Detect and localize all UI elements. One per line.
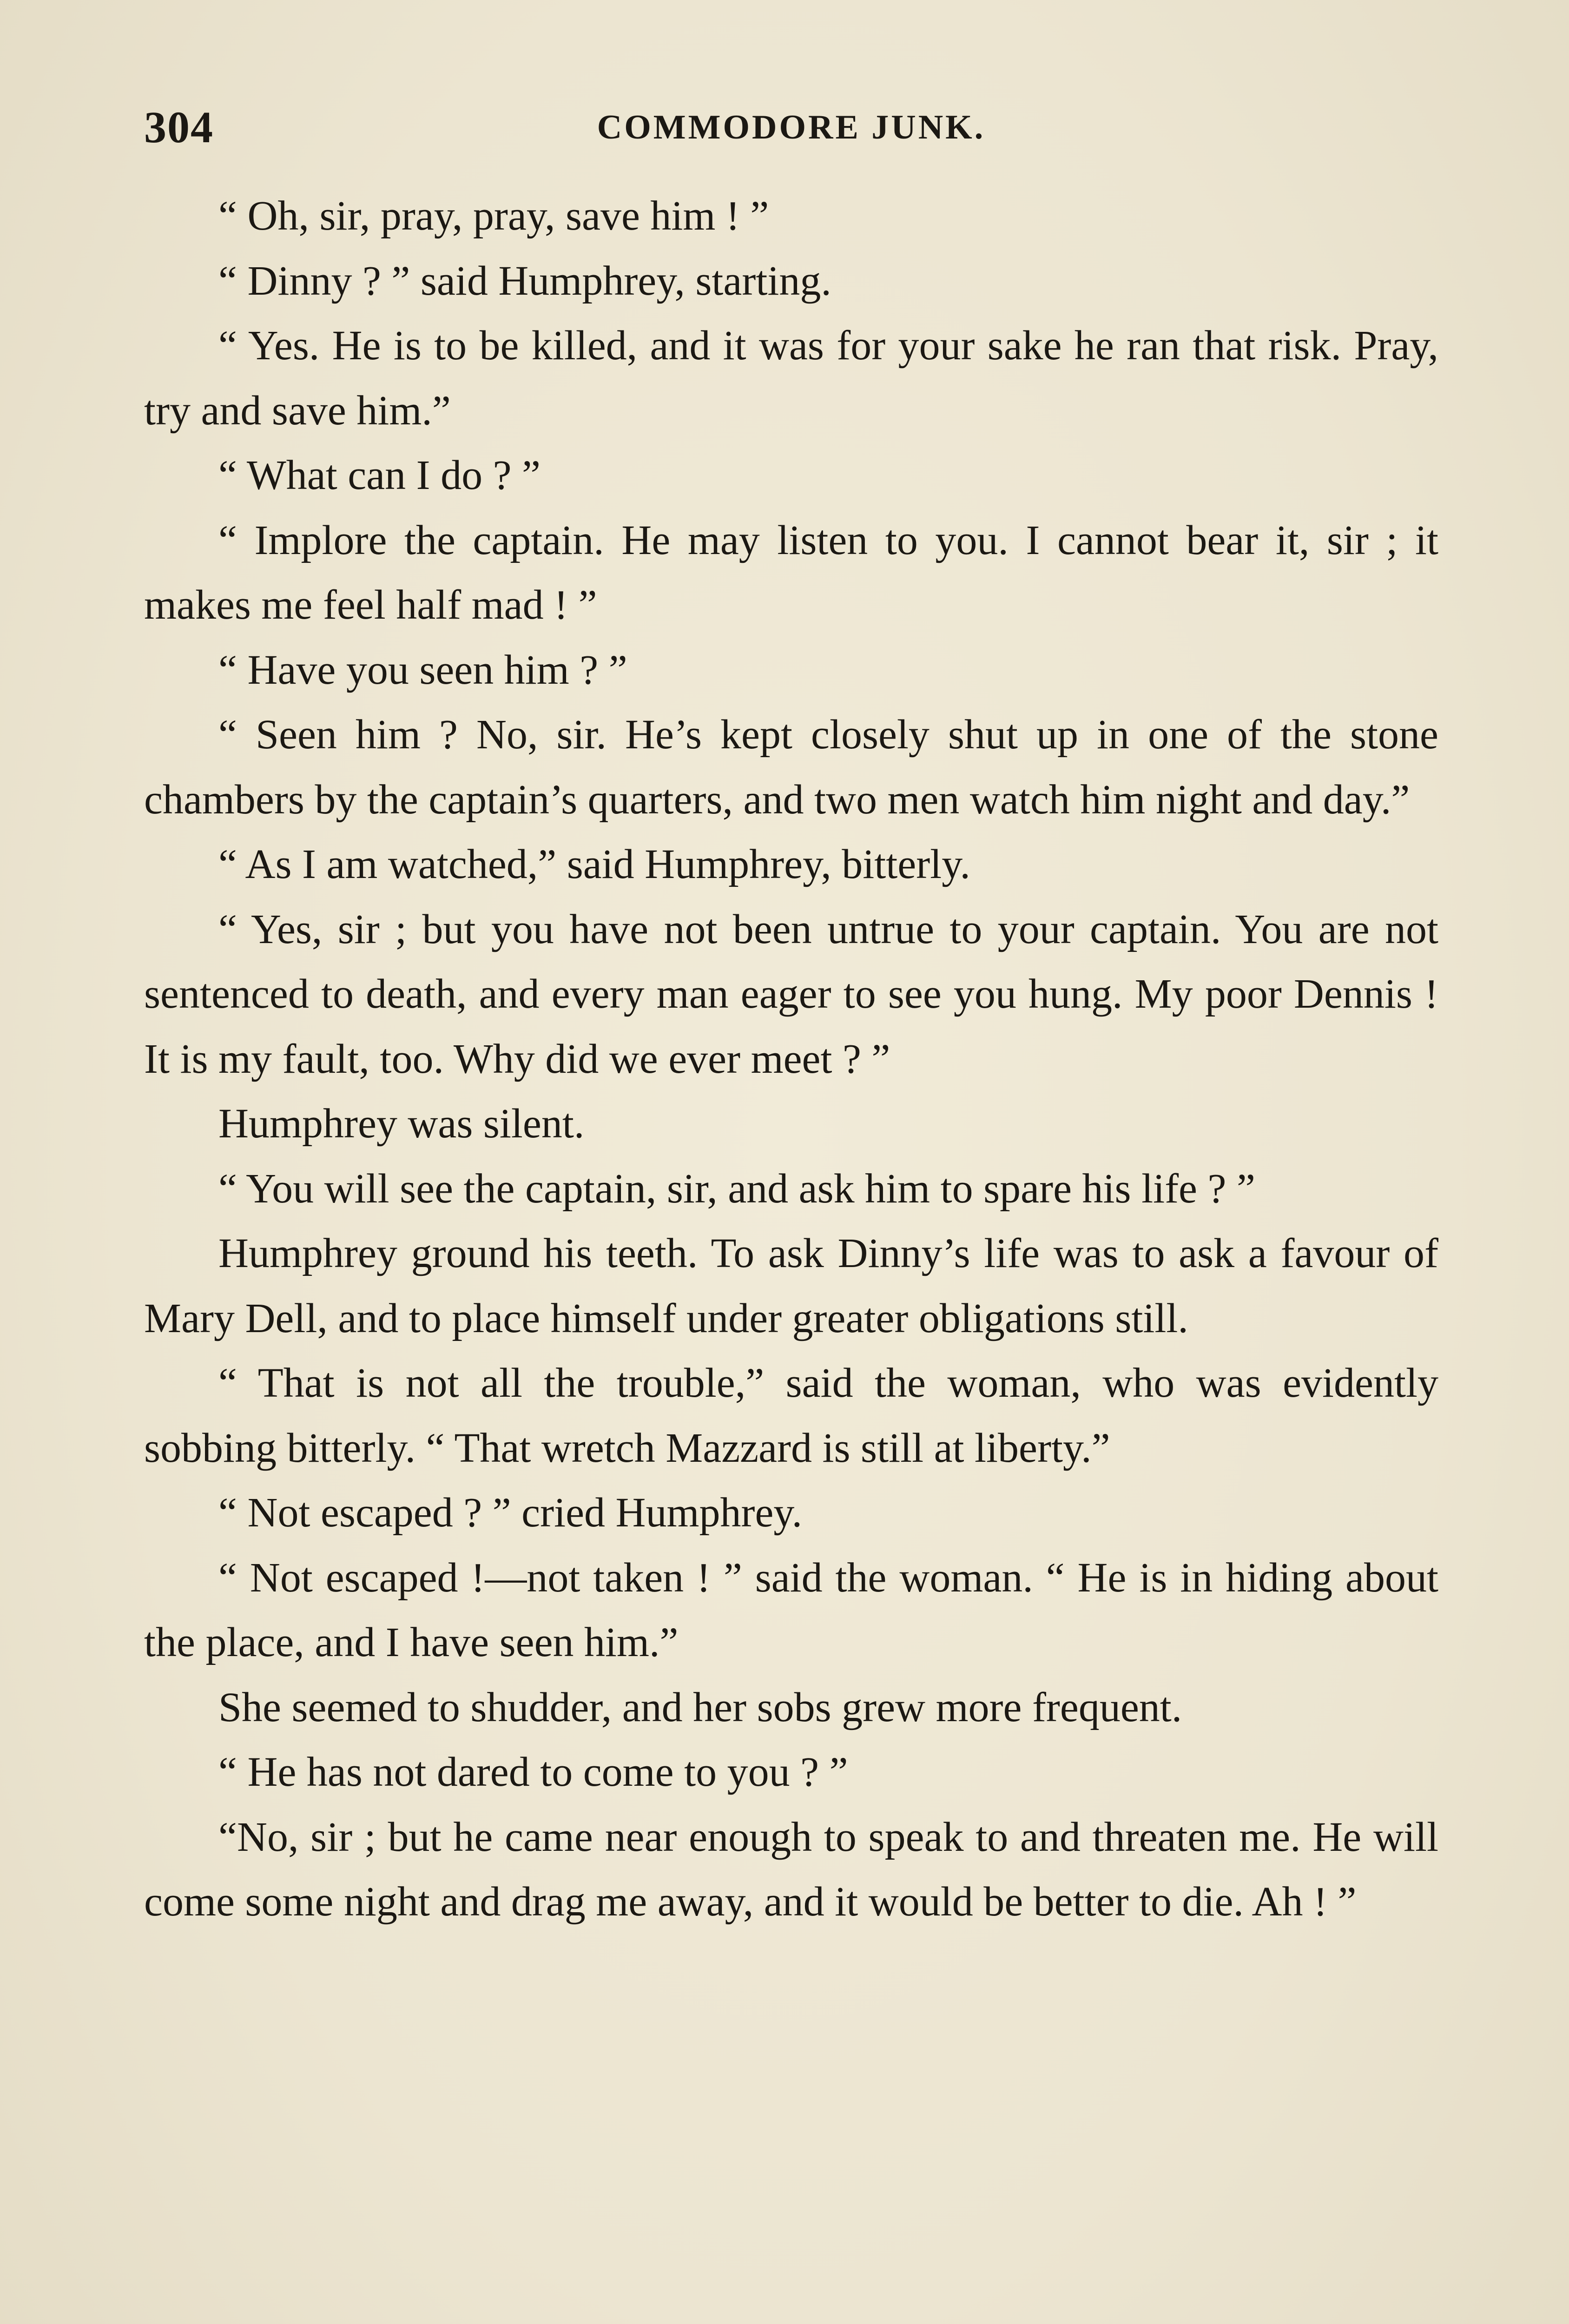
paragraph: “No, sir ; but he came near enough to speak to and threaten me. He will come some night and drag me away, and it would be better to die. Ah ! ” xyxy=(144,1814,1438,1925)
paragraph: “ Seen him ? No, sir. He’s kept closely shut up in one of the stone chambers by the captain’s quarters, and two men watch him night and day.” xyxy=(144,712,1438,823)
paragraph: “ Implore the captain. He may listen to you. I cannot bear it, sir ; it makes me feel half mad ! ” xyxy=(144,517,1438,628)
page-number: 304 xyxy=(144,102,214,152)
running-head: COMMODORE JUNK. xyxy=(597,108,986,146)
body-text xyxy=(144,184,1438,1934)
paragraph: “ Have you seen him ? ” xyxy=(218,647,627,693)
paragraph: “ You will see the captain, sir, and ask him to spare his life ? ” xyxy=(218,1165,1255,1212)
paragraph: Humphrey ground his teeth. To ask Dinny’s life was to ask a favour of Mary Dell, and to place himself under greater obligations still. xyxy=(144,1230,1438,1341)
paragraph: “ Yes, sir ; but you have not been untrue to your captain. You are not sentenced to death, and every man eager to see you hung. My poor Dennis ! It is my fault, too. Why did we ever meet ? ” xyxy=(144,906,1438,1082)
paragraph: “ Not escaped !—not taken ! ” said the woman. “ He is in hiding about the place, and I have seen him.” xyxy=(144,1554,1438,1665)
page-header xyxy=(144,101,1438,157)
paragraph: “ What can I do ? ” xyxy=(218,452,541,498)
paragraph: Humphrey was silent. xyxy=(218,1101,585,1147)
paragraph: She seemed to shudder, and her sobs grew more frequent. xyxy=(218,1684,1182,1730)
paragraph: “ Oh, sir, pray, pray, save him ! ” xyxy=(218,193,769,239)
paragraph: “ Yes. He is to be killed, and it was for your sake he ran that risk. Pray, try and save him.” xyxy=(144,323,1438,434)
paragraph: “ Dinny ? ” said Humphrey, starting. xyxy=(218,257,831,304)
paragraph: “ As I am watched,” said Humphrey, bitterly. xyxy=(218,841,970,887)
paragraph: “ That is not all the trouble,” said the woman, who was evidently sobbing bitterly. “ That wretch Mazzard is still at liberty.” xyxy=(144,1360,1438,1471)
paragraph: “ Not escaped ? ” cried Humphrey. xyxy=(218,1490,803,1536)
paragraph: “ He has not dared to come to you ? ” xyxy=(218,1749,848,1795)
